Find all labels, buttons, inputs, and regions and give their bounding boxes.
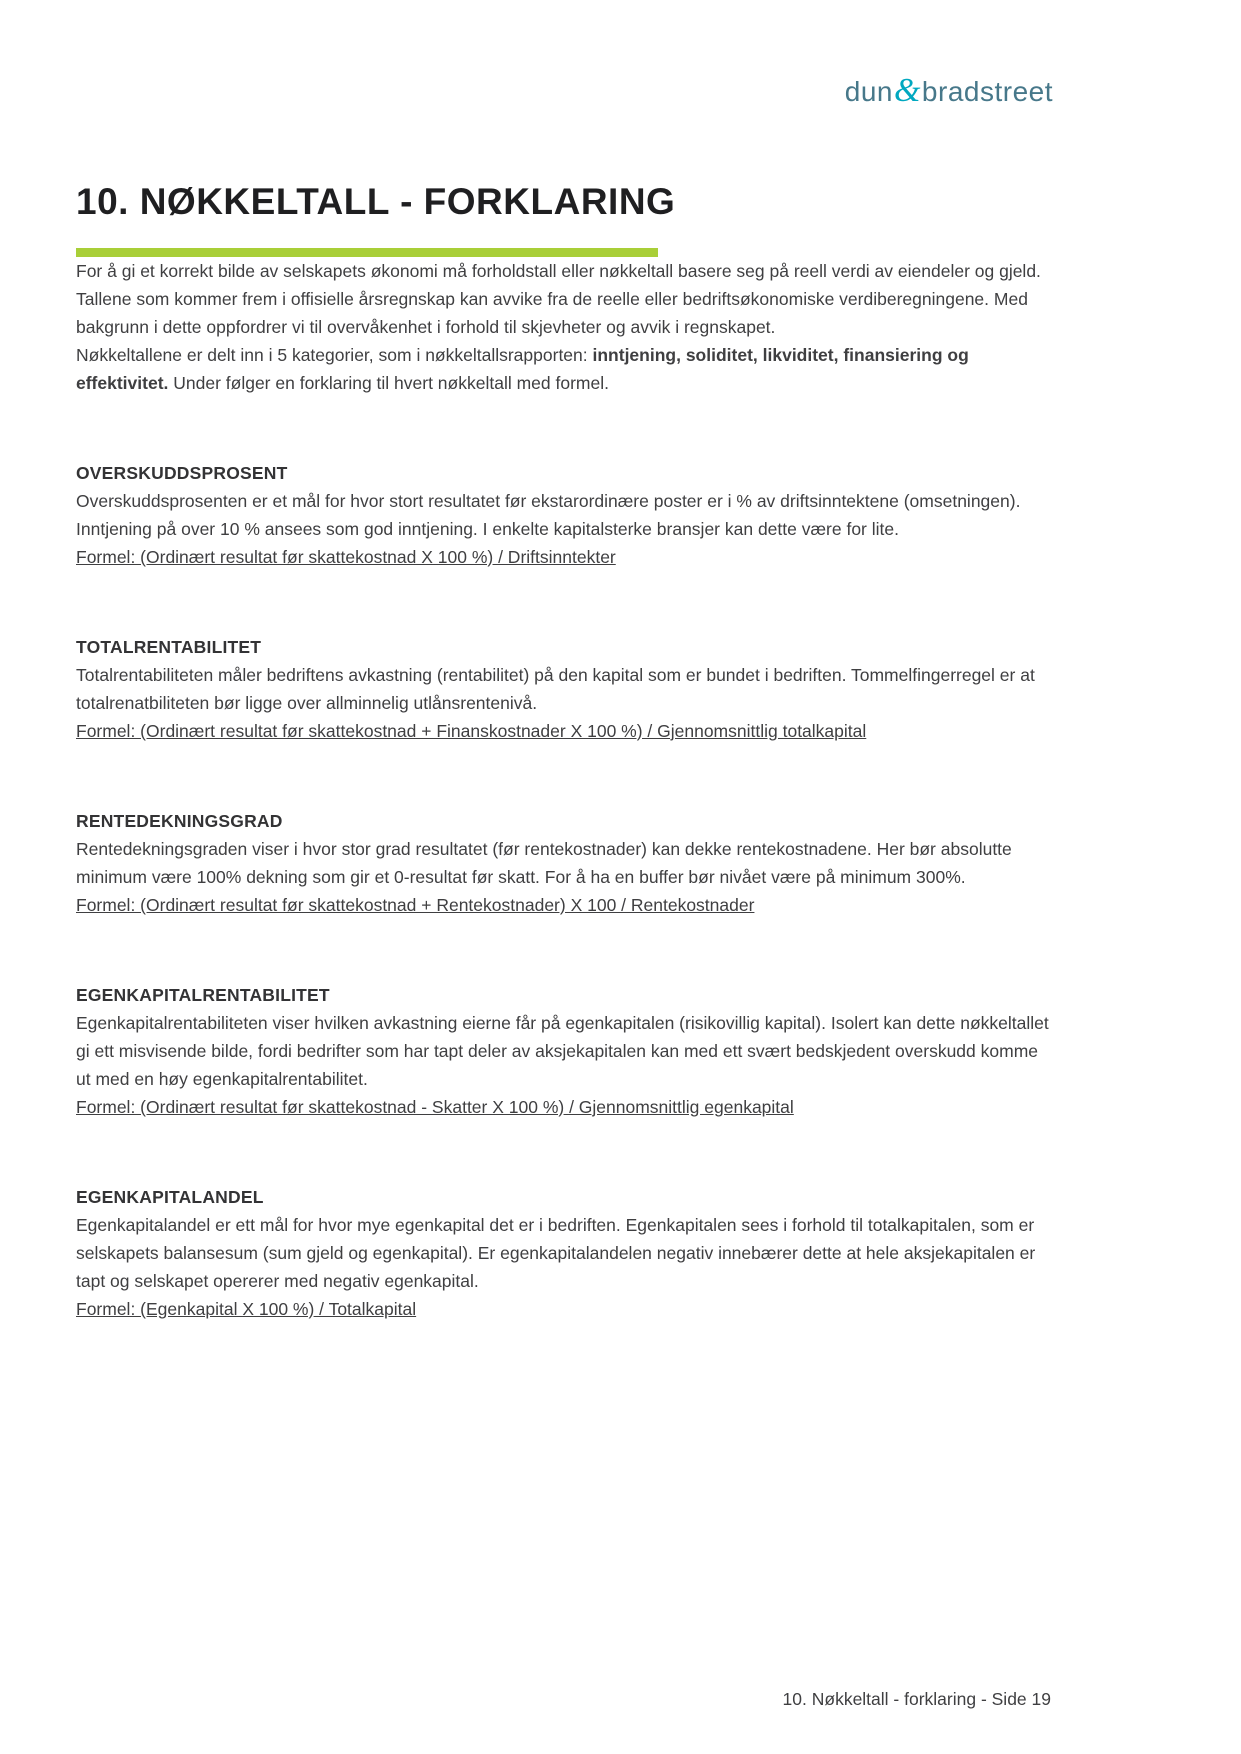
section-formula: Formel: (Ordinært resultat før skattekostnad - Skatter X 100 %) / Gjennomsnittlig egenkapital (76, 1096, 794, 1117)
page-footer: 10. Nøkkeltall - forklaring - Side 19 (782, 1689, 1051, 1709)
section-overskuddsprosent (76, 459, 1051, 571)
section-egenkapitalandel (76, 1183, 1051, 1323)
section-heading: OVERSKUDDSPROSENT (76, 462, 288, 483)
logo-word-bradstreet: bradstreet (921, 76, 1053, 107)
intro-paragraph-2-post: Under følger en forklaring til hvert nøkkeltall med formel. (168, 372, 609, 393)
section-egenkapitalrentabilitet (76, 981, 1051, 1121)
page-content (0, 182, 1241, 1323)
section-body: Overskuddsprosenten er et mål for hvor stort resultatet før ekstarordinære poster er i % av driftsinntektene (omsetningen). Inntjening på over 10 % ansees som god inntjening. I enkelte kapitalsterke bransjer kan dette være for lite. (76, 490, 1021, 539)
section-heading: EGENKAPITALANDEL (76, 1186, 264, 1207)
section-heading: EGENKAPITALRENTABILITET (76, 984, 330, 1005)
intro-paragraph-1: For å gi et korrekt bilde av selskapets økonomi må forholdstall eller nøkkeltall basere seg på reell verdi av eiendeler og gjeld. Tallene som kommer frem i offisielle årsregnskap kan avvike fra de reelle eller bedriftsøkonomiske verdiberegningene. Med bakgrunn i dette oppfordrer vi til overvåkenhet i forhold til skjevheter og avvik i regnskapet. (76, 260, 1041, 337)
section-totalrentabilitet (76, 633, 1051, 745)
section-formula: Formel: (Ordinært resultat før skattekostnad + Finanskostnader X 100 %) / Gjennomsnittlig totalkapital (76, 720, 867, 741)
section-formula: Formel: (Egenkapital X 100 %) / Totalkapital (76, 1298, 417, 1319)
section-rentedekningsgrad (76, 807, 1051, 919)
section-body: Rentedekningsgraden viser i hvor stor grad resultatet (før rentekostnader) kan dekke rentekostnadene. Her bør absolutte minimum være 100% dekning som gir et 0-resultat før skatt. For å ha en buffer bør nivået være på minimum 300%. (76, 838, 1012, 887)
section-body: Totalrentabiliteten måler bedriftens avkastning (rentabilitet) på den kapital som er bundet i bedriften. Tommelfingerregel er at totalrenatbiliteten bør ligge over allminnelig utlånsrentenivå. (76, 664, 1035, 713)
section-heading: TOTALRENTABILITET (76, 636, 262, 657)
section-formula: Formel: (Ordinært resultat før skattekostnad X 100 %) / Driftsinntekter (76, 546, 616, 567)
logo-ampersand-icon: & (893, 72, 921, 109)
dun-bradstreet-logo (845, 72, 1053, 110)
section-body: Egenkapitalrentabiliteten viser hvilken avkastning eierne får på egenkapitalen (risikovillig kapital). Isolert kan dette nøkkeltallet gi ett misvisende bilde, fordi bedrifter som har tapt deler av aksjekapitalen kan med ett svært bedskjedent overskudd komme ut med en høy egenkapitalrentabilitet. (76, 1012, 1049, 1089)
section-heading: RENTEDEKNINGSGRAD (76, 810, 283, 831)
logo-word-dun: dun (844, 76, 893, 107)
section-body: Egenkapitalandel er ett mål for hvor mye egenkapital det er i bedriften. Egenkapitalen sees i forhold til totalkapitalen, som er selskapets balansesum (sum gjeld og egenkapital). Er egenkapitalandelen negativ innebærer dette at hele aksjekapitalen er tapt og selskapet opererer med negativ egenkapital. (76, 1214, 1036, 1291)
title-accent-bar (76, 248, 658, 257)
intro-paragraph-2-bold: inntjening, soliditet, likviditet, finansiering og effektivitet. (76, 344, 969, 393)
page-title: 10. NØKKELTALL - FORKLARING (76, 181, 676, 222)
intro-paragraph-2 (76, 341, 1051, 397)
section-formula: Formel: (Ordinært resultat før skattekostnad + Rentekostnader) X 100 / Rentekostnader (76, 894, 755, 915)
intro-paragraph-2-pre: Nøkkeltallene er delt inn i 5 kategorier, som i nøkkeltallsrapporten: (76, 344, 593, 365)
